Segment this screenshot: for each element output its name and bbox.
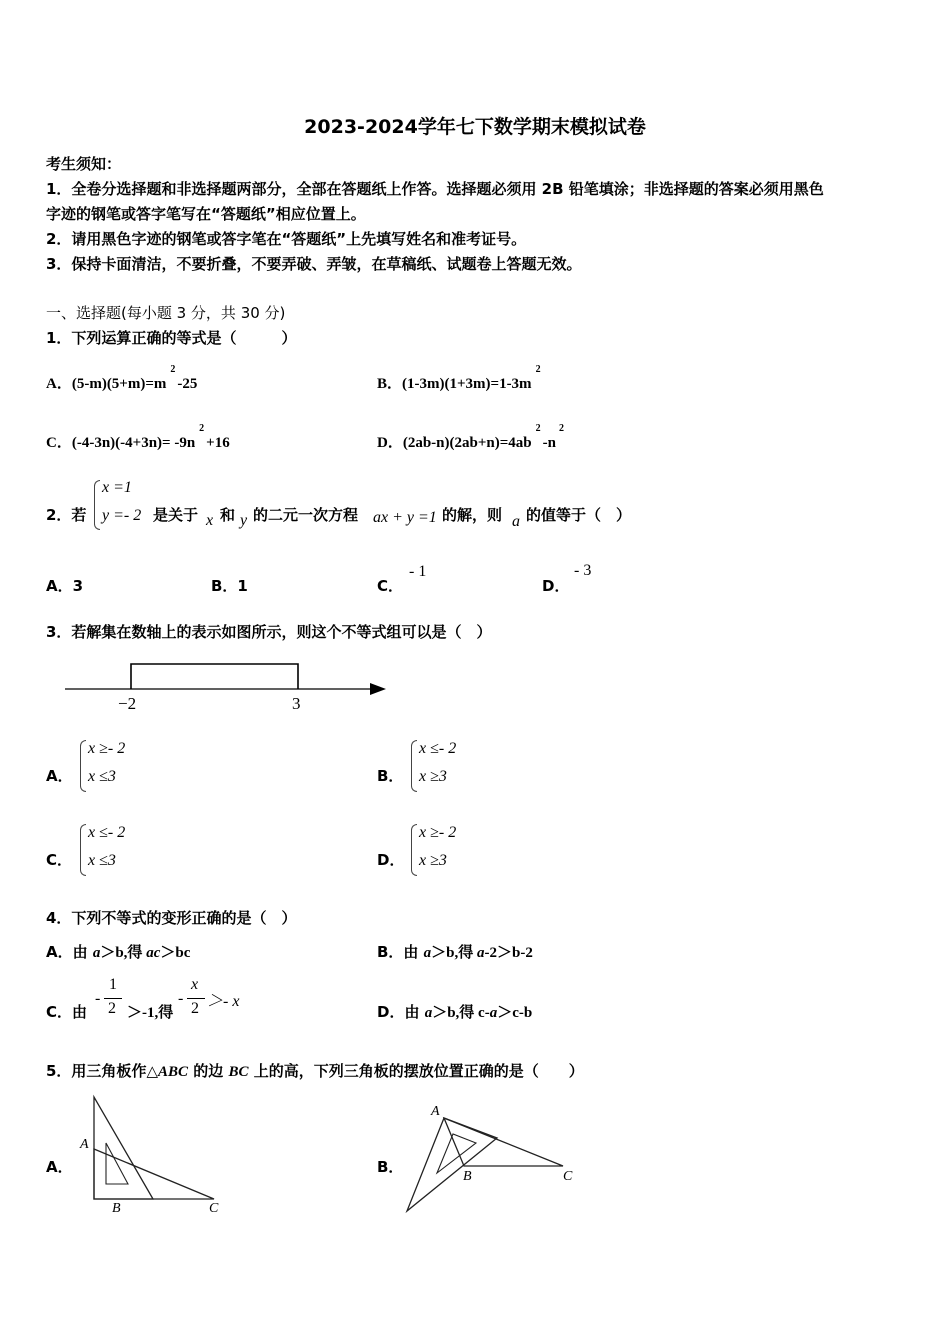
q2-var-y: y <box>240 512 248 529</box>
q1-stem: 1．下列运算正确的等式是（ ） <box>46 329 297 347</box>
q2-text-2: 和 <box>220 506 236 524</box>
q2-var-x: x <box>206 512 214 529</box>
q5-option-a-label: A． <box>46 1158 73 1176</box>
q4-option-c-num1: 1 <box>109 976 117 993</box>
q3-axis-label-left: −2 <box>118 694 137 713</box>
q2-system-eq1: x =1 <box>102 479 132 496</box>
q3-option-b-brace <box>411 740 417 792</box>
q5-option-b-vertex-a: A <box>431 1104 440 1119</box>
q1-option-b: B．$(1-3m)(1+3m)=1-3m^2$ <box>377 364 541 392</box>
q4-option-c-num2: x <box>191 976 199 993</box>
q2-option-c: C． <box>377 577 404 595</box>
q2-option-b: B．1 <box>211 577 248 595</box>
q2-equation: ax + y =1 <box>373 509 437 526</box>
q4-stem: 4．下列不等式的变形正确的是（ ） <box>46 909 297 927</box>
q2-number: 2．若 <box>46 506 87 524</box>
q4-option-c-den2: 2 <box>191 1000 199 1017</box>
q4-option-c-fraction-bar-2 <box>187 998 205 999</box>
q5-stem: 5．用三角板作△ABC 的边 BC 上的高，下列三角板的摆放位置正确的是（ ） <box>46 1062 584 1080</box>
q5-option-a-figure <box>76 1093 236 1218</box>
q3-option-d-brace <box>411 824 417 876</box>
q5-option-a-vertex-c: C <box>209 1201 219 1216</box>
q4-option-c-mid: ＞-1,得 <box>127 1005 174 1021</box>
q2-var-a: a <box>512 513 520 530</box>
q5-option-a-vertex-a: A <box>80 1137 89 1152</box>
q3-option-c-brace <box>80 824 86 876</box>
q4-option-a: A．由 a＞b,得 ac＞bc <box>46 943 191 961</box>
q3-option-d-label: D． <box>377 851 405 869</box>
q3-option-a-brace <box>80 740 86 792</box>
notice-line-1b: 字迹的钢笔或答字笔写在“答题纸”相应位置上。 <box>46 205 366 223</box>
q3-axis-label-right: 3 <box>292 694 301 713</box>
q3-option-c-line1: x ≤- 2 <box>88 824 126 841</box>
q3-option-a-label: A． <box>46 767 73 785</box>
q3-option-d-line2: x ≥3 <box>419 852 447 869</box>
q3-option-c-label: C． <box>46 851 73 869</box>
page-title: 2023-2024学年七下数学期末模拟试卷 <box>304 116 646 138</box>
q5-option-b-vertex-c: C <box>563 1169 573 1184</box>
q2-text-5: 的值等于（ ） <box>526 506 632 524</box>
q3-option-b-line1: x ≤- 2 <box>419 740 457 757</box>
q2-system-eq2: y =- 2 <box>102 507 142 524</box>
notice-heading: 考生须知： <box>46 155 122 173</box>
q3-option-b-line2: x ≥3 <box>419 768 447 785</box>
q1-option-c: C．$(-4-3n)(-4+3n)= -9n^2+16$ <box>46 423 230 451</box>
q5-option-b-figure <box>400 1098 590 1223</box>
q4-option-c-prefix: C．由 <box>46 1003 88 1021</box>
q1-option-a: A．$(5-m)(5+m)=m^2-25$ <box>46 364 198 392</box>
q4-option-c-fraction-bar-1 <box>104 998 122 999</box>
q4-option-d: D．由 a＞b,得 c-a＞c-b <box>377 1003 533 1021</box>
q2-option-a: A．3 <box>46 577 84 595</box>
q3-option-c-line2: x ≤3 <box>88 852 116 869</box>
notice-line-1a: 1．全卷分选择题和非选择题两部分，全部在答题纸上作答。选择题必须用 2B 铅笔填涂；非选择题的答案必须用黑色 <box>46 180 824 198</box>
q2-text-3: 的二元一次方程 <box>253 506 359 524</box>
q5-option-b-label: B． <box>377 1158 404 1176</box>
q4-option-b: B．由 a＞b,得 a-2＞b-2 <box>377 943 533 961</box>
q4-option-c-neg2: - <box>178 990 184 1007</box>
q3-stem: 3．若解集在数轴上的表示如图所示，则这个不等式组可以是（ ） <box>46 623 492 641</box>
notice-line-2: 2．请用黑色字迹的钢笔或答字笔在“答题纸”上先填写姓名和准考证号。 <box>46 230 527 248</box>
q4-option-c-neg1: - <box>95 990 101 1007</box>
q4-option-c-den1: 2 <box>108 1000 116 1017</box>
q5-option-a-vertex-b: B <box>112 1201 121 1216</box>
q2-option-d-value: - 3 <box>574 562 592 579</box>
q1-option-d: D．$(2ab-n)(2ab+n)=4ab^2-n^2$ <box>377 423 564 451</box>
q3-option-d-line1: x ≥- 2 <box>419 824 457 841</box>
notice-line-3: 3．保持卡面清洁，不要折叠，不要弄破、弄皱，在草稿纸、试题卷上答题无效。 <box>46 255 582 273</box>
q3-number-line <box>60 652 390 722</box>
section-heading: 一、选择题(每小题 3 分，共 30 分) <box>46 304 286 322</box>
q4-option-c-tail: ＞- x <box>207 993 240 1010</box>
q2-system-brace <box>94 480 100 530</box>
q3-option-a-line2: x ≤3 <box>88 768 116 785</box>
q3-option-b-label: B． <box>377 767 404 785</box>
q2-text-1: 是关于 <box>153 506 199 524</box>
q2-option-d: D． <box>542 577 570 595</box>
q5-option-b-vertex-b: B <box>463 1169 472 1184</box>
q2-option-c-value: - 1 <box>409 563 427 580</box>
q2-text-4: 的解，则 <box>442 506 503 524</box>
q3-option-a-line1: x ≥- 2 <box>88 740 126 757</box>
